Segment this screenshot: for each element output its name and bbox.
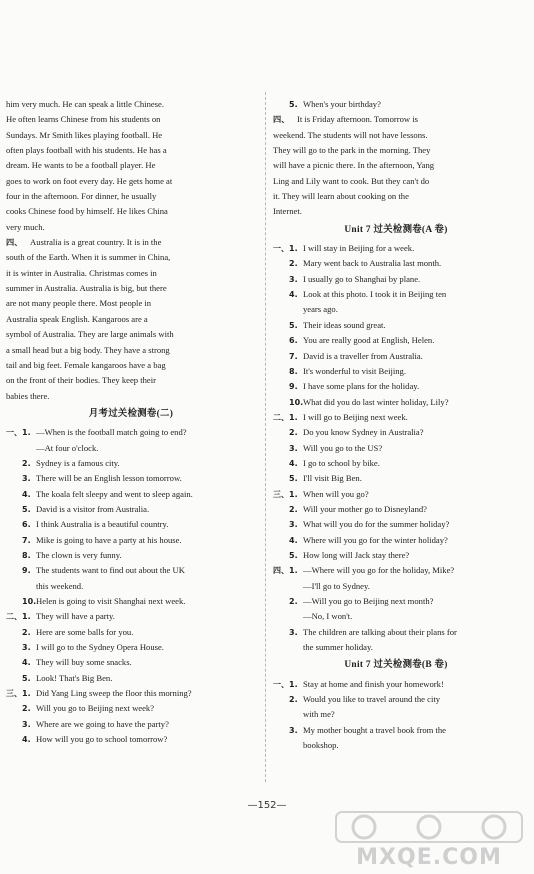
item-number: 3. bbox=[289, 627, 298, 637]
item-number: 5. bbox=[22, 504, 31, 514]
section-marker: 二、 bbox=[6, 612, 22, 622]
list-item bbox=[273, 272, 519, 287]
list-item bbox=[6, 471, 256, 486]
watermark-text: MXQE.COM bbox=[356, 845, 502, 870]
list-item bbox=[6, 732, 256, 747]
item-text: I usually go to Shanghai by plane. bbox=[303, 273, 421, 284]
item-number: 6. bbox=[22, 520, 31, 530]
page-number: —152— bbox=[247, 800, 287, 811]
list-item bbox=[273, 723, 519, 738]
item-number: 8. bbox=[289, 366, 298, 376]
watermark-logo bbox=[334, 810, 524, 872]
item-number: 2. bbox=[289, 695, 298, 705]
left-column bbox=[6, 97, 256, 747]
section-marker: 一、 bbox=[6, 428, 22, 438]
item-text: Sydney is a famous city. bbox=[36, 457, 120, 468]
item-text: The clown is very funny. bbox=[36, 549, 122, 560]
item-text: My mother bought a travel book from the bbox=[303, 724, 446, 735]
item-number: 1. bbox=[22, 612, 31, 622]
item-text: You are really good at English, Helen. bbox=[303, 335, 435, 346]
item-number: 4. bbox=[289, 535, 298, 545]
item-number: 4. bbox=[22, 658, 31, 668]
item-text: Will you go to Beijing next week? bbox=[36, 703, 155, 714]
text-line: will have a picnic there. In the afternoon, Yang bbox=[273, 160, 435, 171]
list-item bbox=[6, 594, 256, 609]
item-number: 10. bbox=[289, 397, 304, 407]
list-item bbox=[273, 502, 519, 517]
list-item bbox=[273, 594, 519, 609]
section-marker: 三、 bbox=[6, 689, 22, 699]
item-number: 9. bbox=[22, 566, 31, 576]
item-number: 3. bbox=[289, 274, 298, 284]
item-number: 4. bbox=[289, 458, 298, 468]
text-line: a small head but a big body. They have a strong bbox=[6, 344, 170, 355]
list-item bbox=[273, 471, 519, 486]
item-text: The koala felt sleepy and went to sleep again. bbox=[36, 488, 193, 499]
item-text: When will you go? bbox=[303, 488, 369, 499]
text-line: They will go to the park in the morning. They bbox=[273, 145, 431, 156]
list-item bbox=[273, 333, 519, 348]
list-item bbox=[6, 563, 256, 578]
list-item: 5. When's your birthday? bbox=[289, 99, 381, 109]
list-item bbox=[273, 410, 519, 425]
item-number: 1. bbox=[289, 412, 298, 422]
list-item bbox=[273, 349, 519, 364]
item-number: 1. bbox=[289, 679, 298, 689]
section-heading-unit7-b: Unit 7 过关检测卷(B 卷) bbox=[344, 660, 448, 671]
item-number: 2. bbox=[289, 428, 298, 438]
item-text: I will stay in Beijing for a week. bbox=[303, 243, 415, 254]
item-number: 7. bbox=[22, 535, 31, 545]
item-text: —Where will you go for the holiday, Mike? bbox=[303, 565, 455, 576]
answer-list-b bbox=[273, 677, 519, 754]
list-item bbox=[273, 425, 519, 440]
list-item bbox=[273, 487, 519, 502]
item-number: 2. bbox=[22, 627, 31, 637]
list-item-continuation: —At four o'clock. bbox=[36, 442, 99, 453]
list-item bbox=[6, 640, 256, 655]
list-item bbox=[273, 533, 519, 548]
right-column bbox=[273, 97, 519, 753]
item-number: 1. bbox=[22, 428, 31, 438]
list-item-continuation: bookshop. bbox=[303, 740, 339, 751]
item-text: Mike is going to have a party at his house. bbox=[36, 534, 182, 545]
item-text: Will you go to the US? bbox=[303, 442, 383, 453]
item-number: 3. bbox=[22, 719, 31, 729]
text-line: very much. bbox=[6, 221, 45, 232]
passage-continuation bbox=[6, 97, 256, 235]
item-text: —When is the football match going to end? bbox=[36, 427, 187, 438]
item-number: 2. bbox=[22, 458, 31, 468]
item-text: —Will you go to Beijing next month? bbox=[303, 596, 434, 606]
text-line: He often learns Chinese from his students on bbox=[6, 114, 161, 125]
section-marker: 二、 bbox=[273, 412, 289, 422]
item-number: 4. bbox=[22, 735, 31, 745]
item-text: What will you do for the summer holiday? bbox=[303, 519, 450, 530]
list-item-continuation: this weekend. bbox=[36, 580, 84, 591]
item-text: I will go to the Sydney Opera House. bbox=[36, 642, 164, 653]
item-number: 3. bbox=[22, 474, 31, 484]
section-marker: 四、 bbox=[6, 237, 23, 248]
section-four-passage bbox=[6, 235, 256, 404]
list-item-continuation: years ago. bbox=[303, 304, 338, 315]
list-item bbox=[6, 533, 256, 548]
line-text: Australia is a great country. It is in the bbox=[30, 237, 162, 248]
item-text: The children are talking about their plans for bbox=[303, 626, 457, 637]
list-item bbox=[6, 655, 256, 670]
item-text: How long will Jack stay there? bbox=[303, 549, 410, 560]
list-item bbox=[6, 609, 256, 624]
list-item bbox=[6, 456, 256, 471]
item-text: How will you go to school tomorrow? bbox=[36, 734, 168, 745]
item-text: The students want to find out about the UK bbox=[36, 565, 185, 576]
text-line: it is winter in Australia. Christmas comes in bbox=[6, 267, 157, 278]
item-number: 3. bbox=[289, 520, 298, 530]
text-line: often plays football with his students. He has a bbox=[6, 145, 167, 156]
text-line bbox=[6, 235, 256, 250]
item-number: 4. bbox=[289, 290, 298, 300]
item-number: 5. bbox=[289, 550, 298, 560]
list-item-continuation: —I'll go to Sydney. bbox=[303, 580, 370, 591]
item-number: 1. bbox=[289, 566, 298, 576]
list-item bbox=[6, 548, 256, 563]
section-marker: 四、 bbox=[273, 566, 289, 576]
item-text: Their ideas sound great. bbox=[303, 319, 386, 330]
text-line: symbol of Australia. They are large animals with bbox=[6, 329, 174, 340]
text-line: goes to work on foot every day. He gets home at bbox=[6, 175, 173, 186]
text-line: tail and big feet. Female kangaroos have a bag bbox=[6, 359, 166, 370]
item-text: They will buy some snacks. bbox=[36, 657, 132, 668]
list-item bbox=[273, 256, 519, 271]
item-number: 3. bbox=[22, 643, 31, 653]
item-text: Where are we going to have the party? bbox=[36, 718, 169, 729]
section-heading-monthly-test: 月考过关检测卷(二) bbox=[88, 408, 174, 419]
text-line: dream. He wants to be a football player. He bbox=[6, 160, 156, 171]
item-text: Did Yang Ling sweep the floor this morning? bbox=[36, 688, 192, 699]
list-item bbox=[6, 717, 256, 732]
item-text: I'll visit Big Ben. bbox=[303, 473, 362, 484]
text-line: it. They will learn about cooking on the bbox=[273, 191, 409, 202]
item-number: 2. bbox=[289, 597, 298, 606]
list-item-continuation: —No, I won't. bbox=[303, 611, 353, 622]
item-text: Helen is going to visit Shanghai next week. bbox=[36, 596, 186, 606]
item-number: 10. bbox=[22, 597, 37, 606]
list-item bbox=[273, 318, 519, 333]
list-item bbox=[6, 425, 256, 440]
item-text: I go to school by bike. bbox=[303, 457, 380, 468]
list-item-continuation: the summer holiday. bbox=[303, 642, 373, 653]
text-line bbox=[273, 112, 519, 127]
item-number: 8. bbox=[22, 550, 31, 560]
list-item bbox=[6, 671, 256, 686]
section-marker: 一、 bbox=[273, 679, 289, 689]
list-item bbox=[6, 502, 256, 517]
item-text: It's wonderful to visit Beijing. bbox=[303, 365, 406, 376]
list-item bbox=[6, 686, 256, 701]
list-item bbox=[273, 395, 519, 410]
text-line: Australia speak English. Kangaroos are a bbox=[6, 313, 148, 324]
item-number: 5. bbox=[22, 673, 31, 683]
item-number: 9. bbox=[289, 382, 298, 392]
item-text: Look! That's Big Ben. bbox=[36, 672, 113, 683]
list-item bbox=[273, 677, 519, 692]
line-text: It is Friday afternoon. Tomorrow is bbox=[297, 114, 418, 125]
text-line: babies there. bbox=[6, 390, 50, 401]
list-item bbox=[273, 692, 519, 707]
list-item bbox=[273, 379, 519, 394]
list-item bbox=[273, 548, 519, 563]
item-text: Look at this photo. I took it in Beijing ten bbox=[303, 289, 447, 300]
text-line: Ling and Lily want to cook. But they can't do bbox=[273, 175, 430, 186]
list-item bbox=[273, 441, 519, 456]
item-number: 2. bbox=[22, 704, 31, 714]
list-item bbox=[273, 364, 519, 379]
text-line: on the front of their bodies. They keep their bbox=[6, 375, 156, 386]
item-text: Will your mother go to Disneyland? bbox=[303, 503, 428, 514]
item-text: David is a traveller from Australia. bbox=[303, 350, 423, 361]
section-marker: 三、 bbox=[273, 489, 289, 499]
item-number: 4. bbox=[22, 489, 31, 499]
section-marker: 一、 bbox=[273, 244, 289, 254]
item-number: 7. bbox=[289, 351, 298, 361]
item-text: Here are some balls for you. bbox=[36, 626, 134, 637]
item-text: Mary went back to Australia last month. bbox=[303, 258, 442, 269]
item-number: 1. bbox=[289, 244, 298, 254]
answer-list bbox=[6, 425, 256, 747]
list-item bbox=[273, 456, 519, 471]
item-number: 1. bbox=[22, 689, 31, 699]
list-item bbox=[273, 241, 519, 256]
answer-list-a bbox=[273, 241, 519, 655]
list-item bbox=[6, 625, 256, 640]
item-number: 3. bbox=[289, 725, 298, 735]
list-item bbox=[273, 517, 519, 532]
text-line: cooks Chinese food by himself. He likes China bbox=[6, 206, 168, 217]
item-number: 1. bbox=[289, 489, 298, 499]
item-text: Do you know Sydney in Australia? bbox=[303, 427, 424, 438]
list-item bbox=[6, 517, 256, 532]
item-text: Would you like to travel around the city bbox=[303, 694, 441, 705]
item-text: Where will you go for the winter holiday? bbox=[303, 534, 448, 545]
text-line: summer in Australia. Australia is big, but there bbox=[6, 283, 167, 294]
text-line: him very much. He can speak a little Chinese. bbox=[6, 99, 164, 109]
item-text: There will be an English lesson tomorrow. bbox=[36, 473, 182, 484]
item-text: David is a visitor from Australia. bbox=[36, 503, 150, 514]
item-number: 2. bbox=[289, 259, 298, 269]
text-line: south of the Earth. When it is summer in China, bbox=[6, 252, 171, 263]
list-item bbox=[6, 701, 256, 716]
text-line: are not many people there. Most people in bbox=[6, 298, 152, 309]
list-item bbox=[273, 287, 519, 302]
text-line: weekend. The students will not have lessons. bbox=[273, 129, 428, 140]
item-text: They will have a party. bbox=[36, 611, 115, 622]
list-item bbox=[273, 625, 519, 640]
list-item bbox=[273, 563, 519, 578]
text-line: Sundays. Mr Smith likes playing football. He bbox=[6, 129, 163, 140]
text-line: four in the afternoon. For dinner, he usually bbox=[6, 191, 157, 202]
item-text: What did you do last winter holiday, Lily? bbox=[303, 396, 449, 407]
item-text: I will go to Beijing next week. bbox=[303, 411, 408, 422]
section-marker: 四、 bbox=[273, 114, 290, 125]
text-line: Internet. bbox=[273, 206, 302, 217]
item-number: 6. bbox=[289, 336, 298, 346]
item-number: 2. bbox=[289, 504, 298, 514]
item-number: 5. bbox=[289, 320, 298, 330]
item-text: Stay at home and finish your homework! bbox=[303, 678, 444, 689]
column-divider bbox=[265, 92, 266, 782]
section-four-passage bbox=[273, 112, 519, 219]
list-item-continuation: with me? bbox=[303, 709, 335, 720]
list-item bbox=[6, 487, 256, 502]
section-heading-unit7-a: Unit 7 过关检测卷(A 卷) bbox=[344, 224, 448, 235]
item-number: 5. bbox=[289, 474, 298, 484]
item-number: 3. bbox=[289, 443, 298, 453]
item-text: I think Australia is a beautiful country. bbox=[36, 519, 169, 530]
item-text: I have some plans for the holiday. bbox=[303, 381, 420, 392]
